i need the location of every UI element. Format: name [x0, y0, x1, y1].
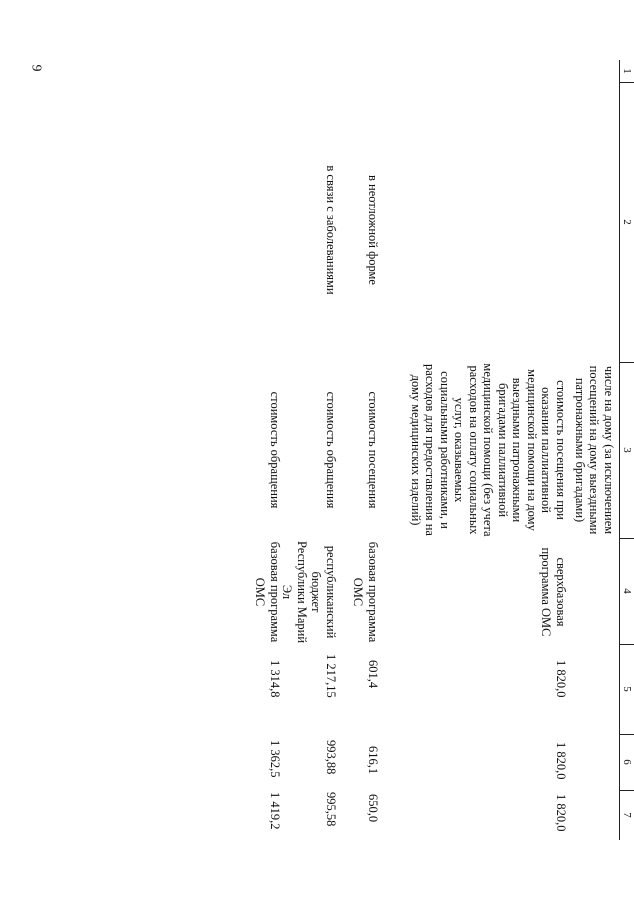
row3-col7: 995,58 [324, 792, 338, 827]
header-col-3: 3 [621, 447, 633, 453]
row2-col3: стоимость посещения [366, 391, 380, 509]
rotated-page [114, 60, 634, 840]
row2-col4: базовая программа ОМС [351, 541, 380, 643]
row2-col5: 601,4 [366, 660, 380, 689]
row4-col7: 1 419,2 [268, 792, 282, 830]
table-header [619, 60, 634, 840]
header-col-4: 4 [621, 588, 633, 594]
row2-col2: в неотложной форме [366, 175, 380, 285]
page-number: 9 [28, 64, 44, 72]
row1-col4: сверхбазовая программа ОМС [539, 547, 568, 637]
row3-col2: в связи с заболеваниями [324, 165, 338, 295]
row1-col3: стоимость посещения при оказании паллиативной медицинской помощи на дому выездными патронажными бригадами паллиативной медицинской помощи (без учета расходов на оплату социальных услуг, оказываемых социальными работниками, и расходов для предоставления на дому медицинских изделий) [409, 363, 568, 537]
row4-col4: базовая программа ОМС [253, 541, 282, 643]
row3-col6: 993,88 [324, 740, 338, 775]
row4-col6: 1 362,5 [268, 740, 282, 778]
row3-col3: стоимость обращения [324, 391, 338, 509]
header-col-6: 6 [621, 759, 633, 765]
row2-col6: 616,1 [366, 746, 380, 775]
row3-col5: 1 217,15 [324, 654, 338, 698]
header-col-2: 2 [621, 219, 633, 225]
row4-col5: 1 314,8 [268, 660, 282, 698]
row4-col3: стоимость обращения [268, 391, 282, 509]
row3-col4: республиканский бюджет Республики Марий Эл [280, 540, 338, 644]
data-table [114, 60, 634, 840]
row1-col7: 1 820,0 [554, 794, 568, 832]
row1-col6: 1 820,0 [554, 742, 568, 780]
header-col-1: 1 [621, 68, 633, 74]
row0-col3: числе на дому (за исключением посещений на дому выездными патронажными бригадами) [573, 365, 616, 535]
row2-col7: 650,0 [366, 794, 380, 823]
header-col-5: 5 [621, 686, 633, 692]
row1-col5: 1 820,0 [554, 660, 568, 698]
header-col-7: 7 [621, 812, 633, 818]
